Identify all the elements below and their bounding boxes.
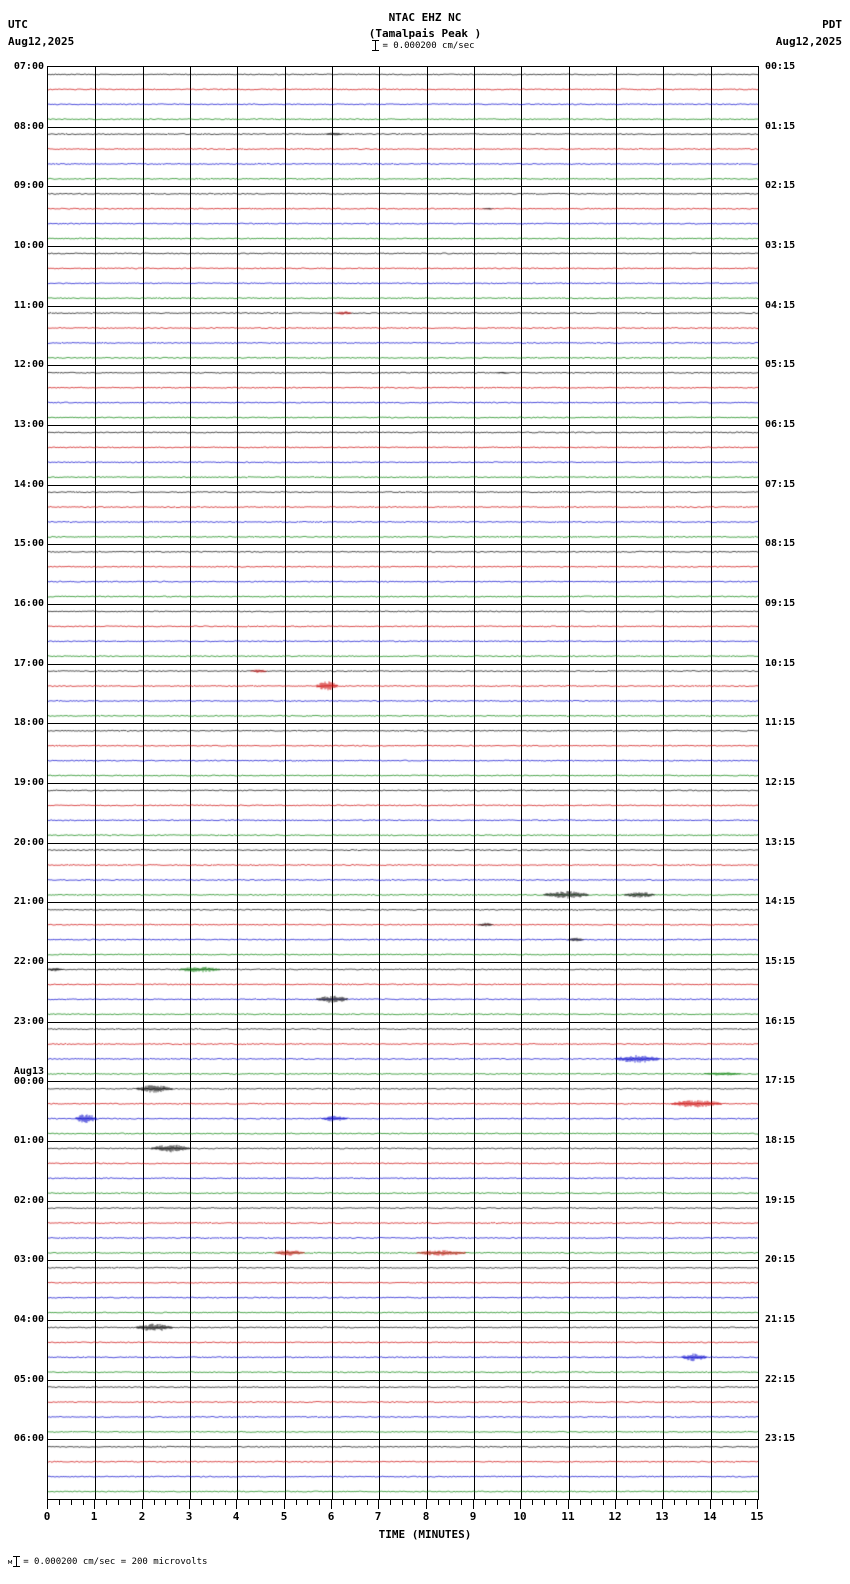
x-tick-minor bbox=[307, 1500, 308, 1505]
x-tick-label: 2 bbox=[138, 1510, 146, 1523]
x-tick-major bbox=[189, 1500, 190, 1509]
x-tick-label: 15 bbox=[750, 1510, 764, 1523]
footer-scale-note bbox=[8, 1556, 207, 1567]
row-time-label-right: 22:15 bbox=[765, 1373, 796, 1385]
row-time-label-left: 02:00 bbox=[13, 1194, 44, 1206]
row-time-label-right: 12:15 bbox=[765, 777, 796, 788]
scale-bar-icon bbox=[375, 40, 376, 51]
x-tick-major bbox=[284, 1500, 285, 1509]
x-tick-minor bbox=[343, 1500, 344, 1505]
x-tick-label: 7 bbox=[374, 1510, 382, 1523]
row-time-label-left: 14:00 bbox=[13, 478, 44, 490]
row-time-label-left: 12:00 bbox=[13, 359, 44, 371]
x-tick-minor bbox=[319, 1500, 320, 1505]
x-tick-major bbox=[615, 1500, 616, 1509]
row-time-label-left: 06:00 bbox=[13, 1433, 44, 1445]
row-time-label-left: 09:00 bbox=[13, 180, 44, 192]
row-time-label-left: 05:00 bbox=[13, 1373, 44, 1385]
row-time-label-left: 10:00 bbox=[13, 240, 44, 251]
row-time-label-right: 15:15 bbox=[765, 956, 796, 967]
row-time-label-right: 09:15 bbox=[765, 598, 796, 609]
x-tick-major bbox=[236, 1500, 237, 1509]
x-tick-minor bbox=[580, 1500, 581, 1505]
row-time-label-left: 01:00 bbox=[13, 1135, 44, 1146]
row-time-label-right: 17:15 bbox=[765, 1075, 796, 1087]
x-tick-minor bbox=[509, 1500, 510, 1505]
x-tick-label: 11 bbox=[561, 1510, 575, 1523]
row-time-label-left: 19:00 bbox=[13, 777, 44, 788]
x-tick-label: 0 bbox=[43, 1510, 51, 1523]
x-tick-minor bbox=[201, 1500, 202, 1505]
x-tick-minor bbox=[627, 1500, 628, 1505]
x-tick-major bbox=[142, 1500, 143, 1509]
row-time-label-right: 19:15 bbox=[765, 1194, 796, 1206]
row-time-label-left: 22:00 bbox=[13, 956, 44, 967]
footer-prefix: м bbox=[8, 1558, 13, 1566]
x-tick-major bbox=[520, 1500, 521, 1509]
x-tick-major bbox=[473, 1500, 474, 1509]
x-tick-major bbox=[568, 1500, 569, 1509]
pdt-date-label: Aug12,2025 bbox=[775, 35, 842, 48]
x-tick-minor bbox=[497, 1500, 498, 1505]
x-tick-minor bbox=[591, 1500, 592, 1505]
x-tick-label: 9 bbox=[469, 1510, 477, 1523]
x-tick-major bbox=[426, 1500, 427, 1509]
x-tick-minor bbox=[733, 1500, 734, 1505]
x-tick-label: 5 bbox=[280, 1510, 288, 1523]
x-tick-major bbox=[378, 1500, 379, 1509]
x-tick-label: 3 bbox=[185, 1510, 193, 1523]
x-tick-minor bbox=[225, 1500, 226, 1505]
x-tick-minor bbox=[698, 1500, 699, 1505]
row-time-label-left: 18:00 bbox=[13, 717, 44, 729]
x-tick-minor bbox=[449, 1500, 450, 1505]
row-time-label-right: 03:15 bbox=[765, 240, 796, 251]
row-time-label-left: 11:00 bbox=[13, 299, 44, 311]
timezone-utc-label: UTC bbox=[8, 18, 28, 31]
utc-date-label: Aug12,2025 bbox=[8, 35, 75, 48]
x-tick-major bbox=[710, 1500, 711, 1509]
x-tick-minor bbox=[130, 1500, 131, 1505]
x-tick-minor bbox=[556, 1500, 557, 1505]
row-time-label-right: 10:15 bbox=[765, 657, 796, 669]
x-tick-minor bbox=[461, 1500, 462, 1505]
x-tick-minor bbox=[260, 1500, 261, 1505]
x-tick-label: 6 bbox=[327, 1510, 335, 1523]
x-tick-label: 4 bbox=[232, 1510, 240, 1523]
x-tick-label: 8 bbox=[422, 1510, 430, 1523]
x-tick-label: 1 bbox=[90, 1510, 98, 1523]
x-tick-minor bbox=[532, 1500, 533, 1505]
row-time-label-right: 06:15 bbox=[765, 419, 796, 430]
row-time-label-right: 18:15 bbox=[765, 1135, 796, 1146]
x-tick-minor bbox=[485, 1500, 486, 1505]
x-tick-minor bbox=[59, 1500, 60, 1505]
x-tick-minor bbox=[390, 1500, 391, 1505]
row-time-label-left: 13:00 bbox=[13, 419, 44, 430]
x-tick-minor bbox=[296, 1500, 297, 1505]
x-tick-label: 14 bbox=[703, 1510, 717, 1523]
x-tick-minor bbox=[603, 1500, 604, 1505]
x-tick-minor bbox=[722, 1500, 723, 1505]
row-time-label-right: 00:15 bbox=[765, 61, 796, 72]
row-time-label-left: 17:00 bbox=[13, 657, 44, 669]
x-tick-minor bbox=[118, 1500, 119, 1505]
row-time-label-left: 21:00 bbox=[13, 896, 44, 908]
station-title: NTAC EHZ NC bbox=[388, 11, 462, 24]
row-time-label-right: 11:15 bbox=[765, 717, 796, 729]
row-time-label-right: 08:15 bbox=[765, 538, 796, 550]
x-tick-major bbox=[662, 1500, 663, 1509]
station-location: (Tamalpais Peak ) bbox=[368, 27, 482, 40]
scale-label: = 0.000200 cm/sec bbox=[382, 41, 475, 51]
row-time-label-left: 15:00 bbox=[13, 538, 44, 550]
row-time-label-left: 16:00 bbox=[13, 598, 44, 609]
footer-scale-text: = 0.000200 cm/sec = 200 microvolts bbox=[23, 1557, 208, 1567]
x-tick-minor bbox=[414, 1500, 415, 1505]
row-time-label-left: 03:00 bbox=[13, 1254, 44, 1266]
x-tick-minor bbox=[177, 1500, 178, 1505]
x-tick-minor bbox=[71, 1500, 72, 1505]
row-time-label-left: 08:00 bbox=[13, 120, 44, 132]
row-time-label-left: 04:00 bbox=[13, 1314, 44, 1325]
header-center bbox=[0, 10, 850, 42]
x-tick-major bbox=[47, 1500, 48, 1509]
row-time-label-right: 07:15 bbox=[765, 478, 796, 490]
row-time-label-right: 01:15 bbox=[765, 120, 796, 132]
x-tick-minor bbox=[438, 1500, 439, 1505]
x-axis-title: TIME (MINUTES) bbox=[378, 1528, 472, 1541]
x-tick-minor bbox=[213, 1500, 214, 1505]
scale-indicator bbox=[0, 40, 850, 51]
x-tick-minor bbox=[154, 1500, 155, 1505]
x-tick-minor bbox=[83, 1500, 84, 1505]
row-time-label-left: 20:00 bbox=[13, 836, 44, 848]
x-tick-minor bbox=[355, 1500, 356, 1505]
x-tick-minor bbox=[686, 1500, 687, 1505]
x-axis bbox=[43, 1500, 764, 1523]
x-tick-minor bbox=[544, 1500, 545, 1505]
x-tick-minor bbox=[674, 1500, 675, 1505]
x-tick-major bbox=[757, 1500, 758, 1509]
row-time-label-right: 16:15 bbox=[765, 1015, 796, 1027]
x-tick-major bbox=[94, 1500, 95, 1509]
x-tick-minor bbox=[651, 1500, 652, 1505]
seismogram-traces bbox=[48, 67, 758, 1499]
row-time-label-right: 20:15 bbox=[765, 1254, 796, 1266]
x-tick-minor bbox=[272, 1500, 273, 1505]
x-tick-minor bbox=[106, 1500, 107, 1505]
row-time-label-left: 07:00 bbox=[13, 61, 44, 72]
x-tick-label: 13 bbox=[655, 1510, 669, 1523]
x-tick-minor bbox=[745, 1500, 746, 1505]
row-time-label-right: 13:15 bbox=[765, 836, 796, 848]
x-tick-label: 10 bbox=[513, 1510, 527, 1523]
row-time-label-right: 23:15 bbox=[765, 1433, 796, 1445]
x-tick-minor bbox=[165, 1500, 166, 1505]
row-time-label-right: 14:15 bbox=[765, 896, 796, 908]
row-time-label-left: 00:00 bbox=[13, 1076, 44, 1088]
x-tick-minor bbox=[639, 1500, 640, 1505]
row-time-label-right: 04:15 bbox=[765, 299, 796, 311]
row-time-label-left: 23:00 bbox=[13, 1015, 44, 1027]
x-tick-minor bbox=[248, 1500, 249, 1505]
x-tick-minor bbox=[367, 1500, 368, 1505]
x-tick-minor bbox=[402, 1500, 403, 1505]
row-time-label-right: 21:15 bbox=[765, 1314, 796, 1325]
row-date-label: Aug13 bbox=[13, 1066, 44, 1078]
row-time-label-right: 02:15 bbox=[765, 180, 796, 192]
x-tick-label: 12 bbox=[608, 1510, 622, 1523]
timezone-pdt-label: PDT bbox=[822, 18, 842, 31]
row-time-label-right: 05:15 bbox=[765, 359, 796, 371]
x-tick-major bbox=[331, 1500, 332, 1509]
footer-scale-bar-icon bbox=[16, 1556, 17, 1567]
